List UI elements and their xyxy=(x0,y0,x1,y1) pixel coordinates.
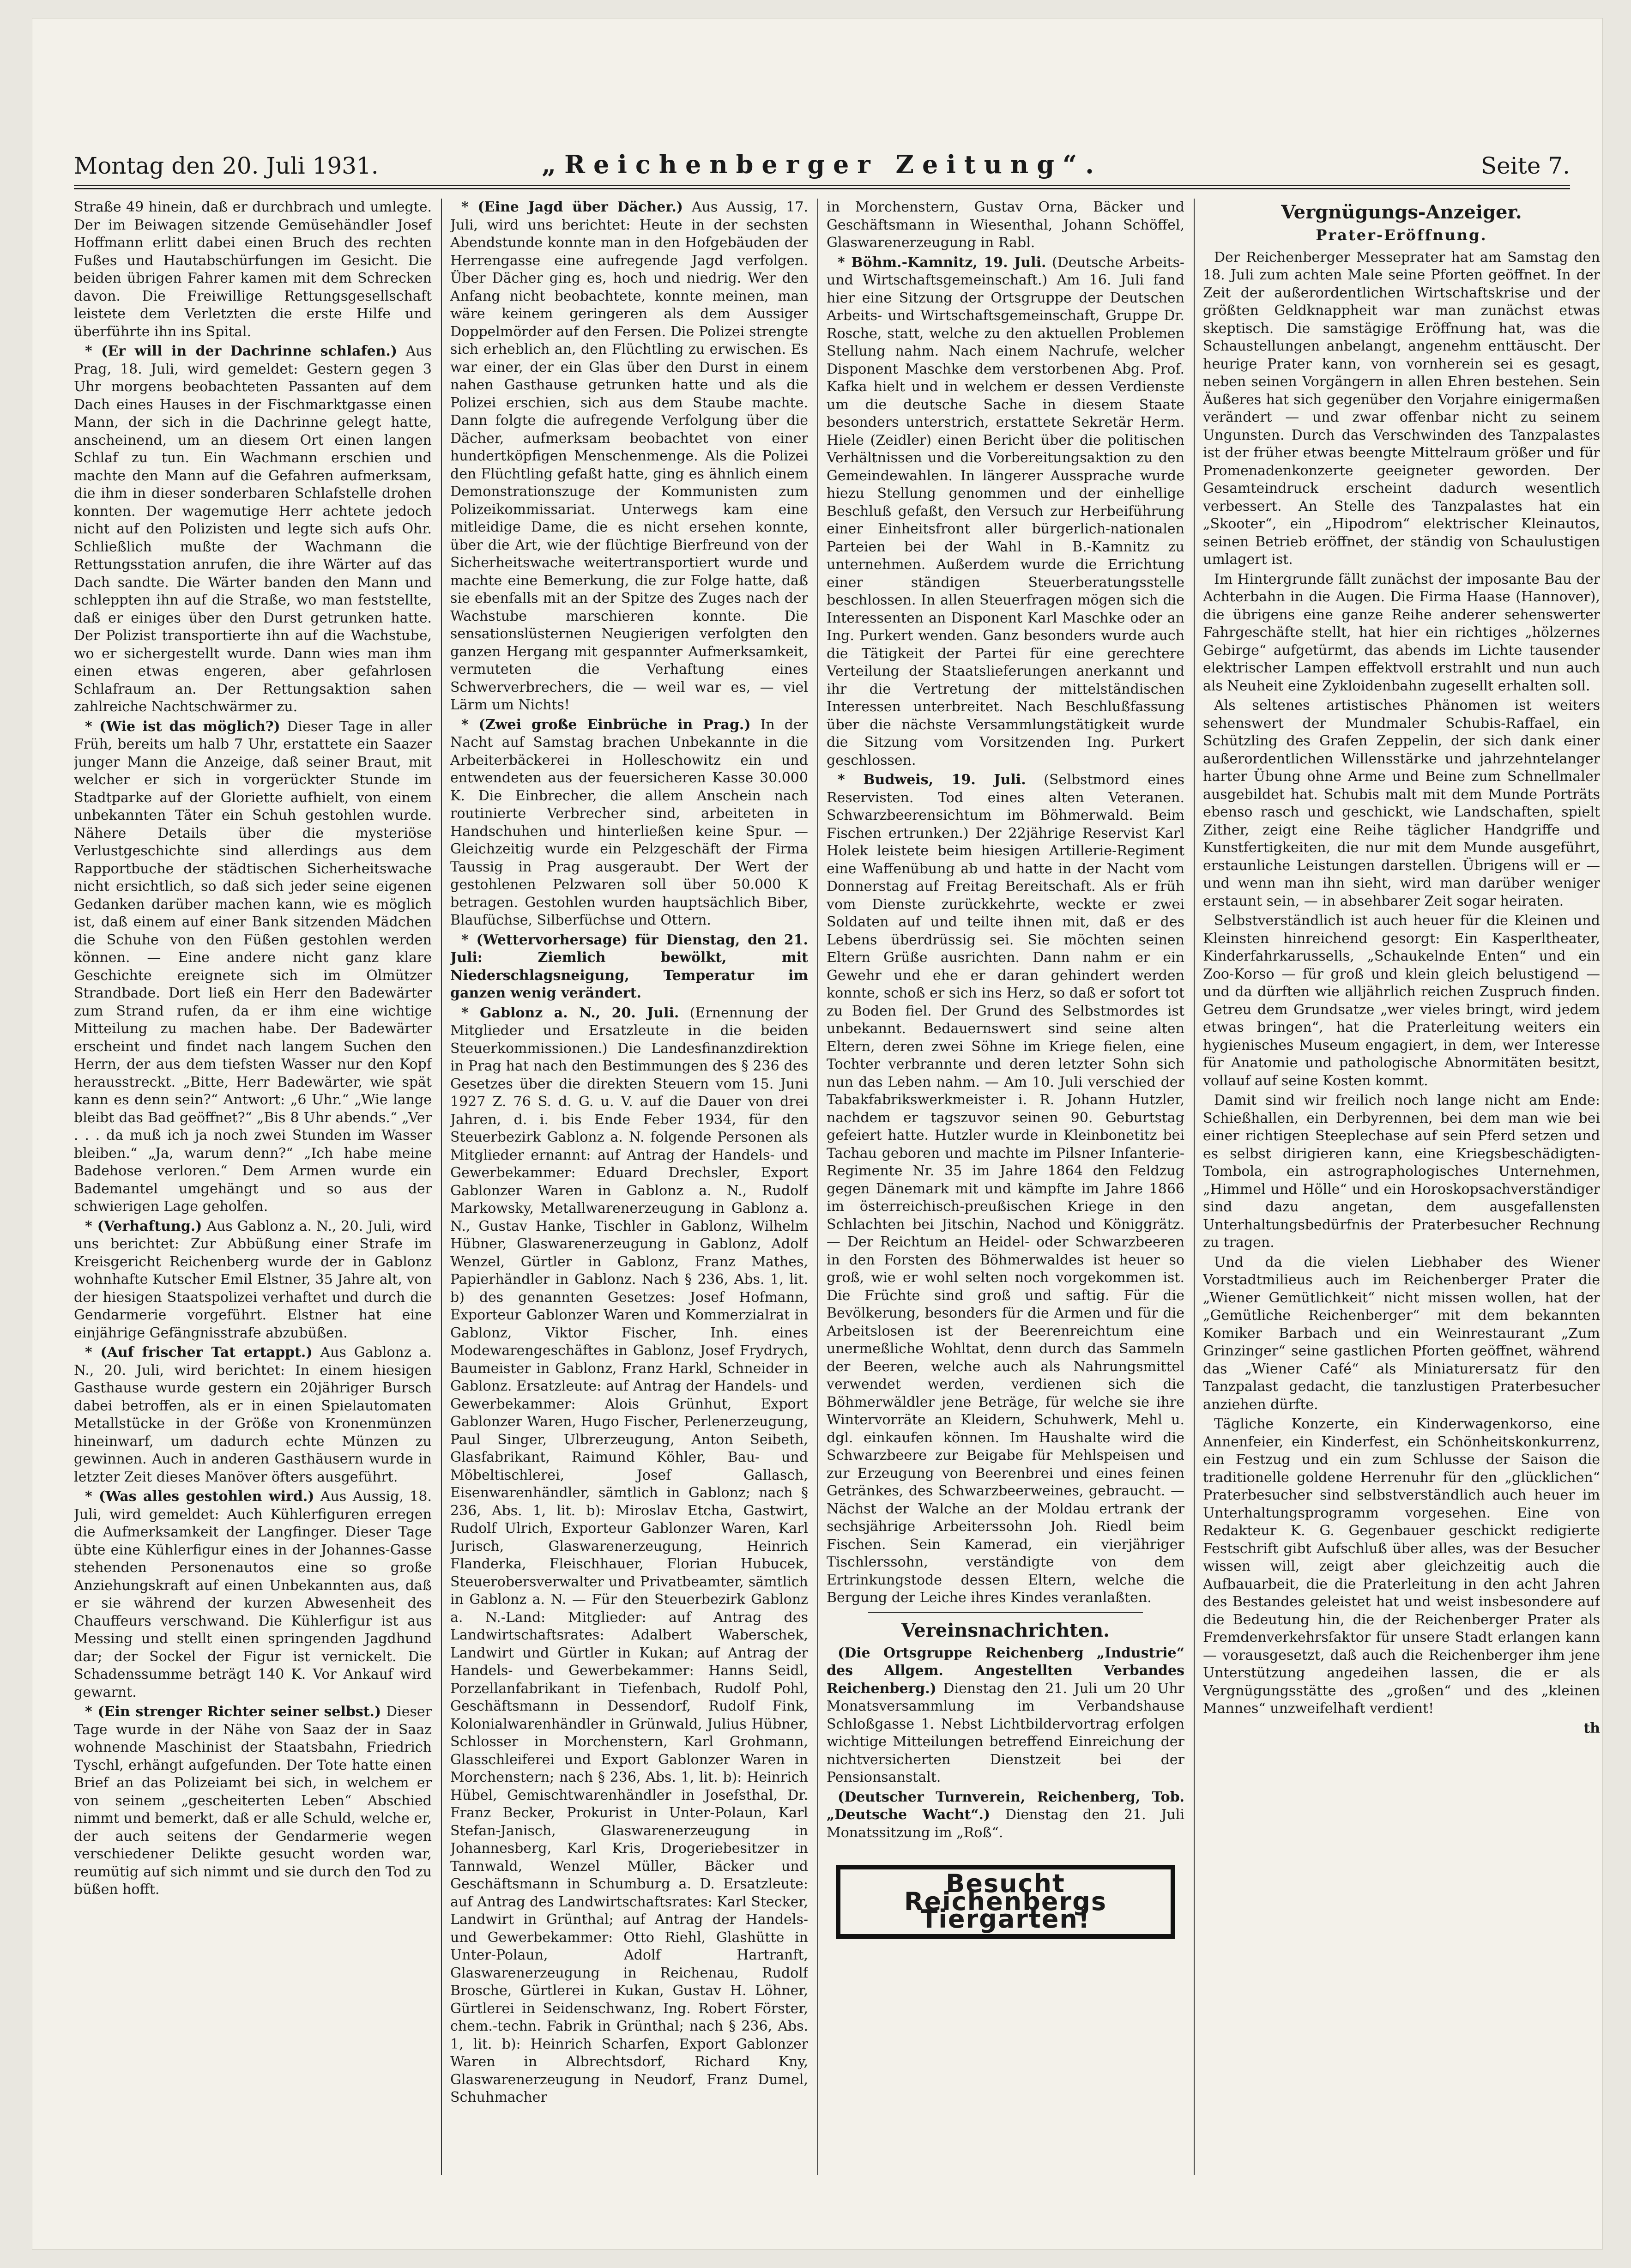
article-body: (Ernennung der Mitglieder und Ersatzleute in die beiden Steuerkommissionen.) Die Landesfinanzdirektion in Prag hat nach den Bestimmungen des § 236 des Gesetzes über die direkten Steuern vom 15. Juni 1927 Z. 76 S. d. G. u. V. auf die Dauer von drei Jahren, d. i. bis Ende Feber 1934, für den Steuerbezirk Gablonz a. N. folgende Personen als Mitglieder ernannt: auf Antrag der Handels- und Gewerbekammer: Eduard Drechsler, Export Gablonzer Waren in Gablonz a. N., Rudolf Markowsky, Metallwarenerzeugung in Gablonz a. N., Gustav Hanke, Tischler in Gablonz, Wilhelm Hübner, Glaswarenerzeugung in Gablonz, Adolf Wenzel, Gürtler in Gablonz, Franz Mathes, Papierhändler in Gablonz. Nach § 236, Abs. 1, lit. b) des genannten Gesetzes: Josef Hofmann, Exporteur Gablonzer Waren und Kommerzialrat in Gablonz, Viktor Fischer, Inh. eines Modewarengeschäftes in Gablonz, Josef Frydrych, Baumeister in Gablonz, Franz Harkl, Schneider in Gablonz. Ersatzleute: auf Antrag der Handels- und Gewerbekammer: Alois Grünhut, Export Gablonzer Waren, Hugo Fischer, Perlenerzeugung, Paul Singer, Ulbrerzeugung, Anton Seibeth, Glasfabrikant, Raimund Köhler, Bau- und Möbeltischlerei, Josef Gallasch, Eisenwarenhändler, sämtlich in Gablonz; nach § 236, Abs. 1, lit. b): Miroslav Etcha, Gastwirt, Rudolf Ulrich, Exporteur Gablonzer Waren, Karl Jurisch, Glaswarenerzeugung, Heinrich Flanderka, Fleischhauer, Florian Hubucek, Steuerobersverwalter und Privatbeamter, sämtlich in Gablonz a. N. — Für den Steuerbezirk Gablonz a. N.-Land: Mitglieder: auf Antrag des Landwirtschaftsrates: Adalbert Waberschek, Landwirt und Gürtler in Kukan; auf Antrag der Handels- und Gewerbekammer: Hanns Seidl, Porzellanfabrikant in Tiefenbach, Rudolf Pohl, Geschäftsmann in Dessendorf, Rudolf Fink, Kolonialwarenhändler in Grünwald, Julius Hübner, Schlosser in Morchenstern, Karl Grohmann, Glasschleiferei und Export Gablonzer Waren in Morchenstern; nach § 236, Abs. 1, lit. b): Heinrich Hübel, Gemischtwarenhändler in Josefsthal, Dr. Franz Becker, Prokurist in Unter-Polaun, Karl Stefan-Janisch, Glaswarenerzeugung in Johannesberg, Karl Kris, Drogeriebesitzer in Tannwald, Wenzel Müller, Bäcker und Geschäftsmann in Schumburg a. D. Ersatzleute: auf Antrag des Landwirtschaftsrates: Karl Stecker, Landwirt in Grünthal; auf Antrag der Handels- und Gewerbekammer: Otto Riehl, Glashütte in Unter-Polaun, Adolf Hartranft, Glaswarenerzeugung in Reichenau, Rudolf Brosche, Gürtlerei in Kukan, Gustav H. Löhner, Gürtlerei in Seidenschwanz, Ing. Robert Förster, chem.-techn. Fabrik in Grünthal; nach § 236, Abs. 1, lit. b): Heinrich Scharfen, Export Gablonzer Waren in Albrechtsdorf, Richard Kny, Glaswarenerzeugung in Neudorf, Franz Dumel, Schuhmacher xyxy=(450,1004,808,2105)
article-wetter xyxy=(450,931,808,1003)
article-turnverein xyxy=(827,1789,1184,1842)
article-body: Der Reichenberger Messeprater hat am Samstag den 18. Juli zum achten Male seine Pforten geöffnet. In der Zeit der außerordentlichen Wirtschaftskrise und der größten Geldknappheit war man zunächst etwas skeptisch. Die samstägige Eröffnung hat, was die Schaustellungen anbelangt, angenehm enttäuscht. Der heurige Prater kann, von vornherein sei es gesagt, neben seinen Vorgängern in allen Ehren bestehen. Sein Äußeres hat sich gegenüber den Vorjahre einigermaßen verändert — und zwar offenbar nicht zu seinem Ungunsten. Durch das Verschwinden des Tanzpalastes ist der früher etwas beengte Mittelraum größer und für Promenadenkonzerte geeigneter geworden. Der Gesamteindruck erscheint dadurch wesentlich verbessert. An Stelle des Tanzpalastes hat ein „Skooter“, ein „Hipodrom“ elektrischer Kleinautos, seinen Betrieb eröffnet, der ständig von Schaulustigen umlagert ist. xyxy=(1203,249,1600,568)
newspaper-title: „Reichenberger Zeitung“. xyxy=(542,150,1102,179)
article-dachrinne xyxy=(74,343,432,716)
author-signature: th xyxy=(1583,1720,1600,1736)
column-divider xyxy=(441,199,442,2175)
article-headline: * Budweis, 19. Juli. xyxy=(838,772,1026,788)
article-body: Dienstag den 21. Juli um 20 Uhr Monatsversammlung im Verbandshause Schloßgasse 1. Nebst Lichtbildervortrag erfolgen wichtige Mitteilungen betreffend Einreichung der nichtversicherten Dienstzeit bei der Pensionsanstalt. xyxy=(827,1680,1184,1785)
article-steuerkommission xyxy=(450,1004,808,2107)
article-headline: * (Ein strenger Richter seiner selbst.) xyxy=(85,1704,381,1720)
column-1 xyxy=(74,199,432,2175)
article-headline: * Gablonz a. N., 20. Juli. xyxy=(461,1004,679,1021)
article-budweis xyxy=(827,771,1184,1607)
article-body: In der Nacht auf Samstag brachen Unbekannte in die Arbeiterbäckerei in Holleschowitz ein und entwendeten aus der feuersicheren Kasse 30.000 K. Die Einbrecher, die allem Anschein nach routinierte Verbrecher sind, arbeiteten in Handschuhen und hinterließen keine Spur. — Gleichzeitig wurde ein Pelzgeschäft der Firma Taussig in Prag ausgeraubt. Der Wert der gestohlenen Pelzwaren soll über 50.000 K betragen. Gestohlen wurden hauptsächlich Biber, Blaufüchse, Silberfüchse und Ottern. xyxy=(450,716,808,928)
article-body: Aus Gablonz a. N., 20. Juli, wird berichtet: In einem hiesigen Gasthause wurde gestern ein 20jähriger Bursch dabei betroffen, als er in einen Spielautomaten Metallstücke in der Größe von Kronenmünzen hineinwarf, um dadurch echte Münzen zu gewinnen. Auch in anderen Gasthäusern wurde in letzter Zeit dieses Manöver öfters ausgeführt. xyxy=(74,1344,432,1485)
article-body: Dieser Tage wurde in der Nähe von Saaz der in Saaz wohnende Maschinist der Staatsbahn, Friedrich Tyschl, erhängt aufgefunden. Der Tote hatte einen Brief an das Polizeiamt bei sich, in welchem er von seinem „gescheiterten Leben“ Abschied nimmt und bemerkt, daß er alle Schuld, welche er, der auch seitens der Gendarmerie wegen verschiedener Delikte gesucht worden war, reumütig auf sich nimmt und sie durch den Tod zu büßen hofft. xyxy=(74,1704,432,1898)
article-body: für Dienstag, den 21. Juli: Ziemlich bewölkt, mit Niederschlagsneigung, Temperatur im ganzen wenig verändert. xyxy=(450,931,808,1001)
article-headline: (Deutscher Turnverein, Reichenberg, Tob. „Deutsche Wacht“.) xyxy=(827,1789,1184,1823)
article-continued-text: in Morchenstern, Gustav Orna, Bäcker und Geschäftsmann in Wiesenthal, Johann Schöffel, Glaswarenerzeugung in Rabl. xyxy=(827,199,1184,251)
column-2 xyxy=(450,199,808,2175)
article-body: Und da die vielen Liebhaber des Wiener Vorstadtmilieus auch im Reichenberger Prater die „Wiener Gemütlichkeit“ nicht missen wollen, hat der „Gemütliche Reichenberger“ mit dem bekannten Komiker Barbach und ein Weinrestaurant „Zum Grinzinger“ seine gastlichen Pforten geöffnet, während das „Wiener Café“ als Miniaturersatz für den Tanzpalast gedacht, die tanzlustigen Praterbesucher anziehen dürfte. xyxy=(1203,1254,1600,1413)
section-title-vergnuegungs-anzeiger: Vergnügungs-Anzeiger. xyxy=(1281,201,1522,223)
issue-date: Montag den 20. Juli 1931. xyxy=(74,152,379,179)
masthead xyxy=(74,143,1570,189)
column-divider xyxy=(817,199,818,2175)
article-body: Aus Aussig, 18. Juli, wird gemeldet: Auch Kühlerfiguren erregen die Aufmerksamkeit der Langfinger. Dieser Tage übte eine Kühlerfigur eines in der Johannes-Gasse stehenden Personenautos eine so große Anziehungskraft auf einen Unbekannten aus, daß er sie während der kurzen Abwesenheit des Chauffeurs verschwand. Die Kühlerfigur ist aus Messing und stellt einen springenden Jagdhund dar; der Sockel der Figur ist vernickelt. Die Schadenssumme beträgt 140 K. Vor Ankauf wird gewarnt. xyxy=(74,1488,432,1700)
article-frischer-tat xyxy=(74,1344,432,1486)
article-boehm-kamnitz xyxy=(827,254,1184,770)
article-columns xyxy=(74,199,1600,2175)
article-headline: * (Eine Jagd über Dächer.) xyxy=(461,199,683,215)
article-headline: * Böhm.-Kamnitz, 19. Juli. xyxy=(838,254,1046,271)
article-body: Aus Prag, 18. Juli, wird gemeldet: Gestern gegen 3 Uhr morgens beobachteten Passanten auf dem Dach eines Hauses in der Fischmarktgasse einen Mann, der sich in die Dachrinne gelegt hatte, anscheinend, um an diesem Ort einen langen Schlaf zu tun. Ein Wachmann erschien und machte den Mann auf die Gefahren aufmerksam, die ihm in dieser sonderbaren Schlafstelle drohen konnten. Der wagemutige Herr achtete jedoch nicht auf den Polizisten und legte sich aufs Ohr. Schließlich mußte der Wachmann die Rettungsstation anrufen, die ihre Wärter auf das Dach sandte. Die Wärter banden den Mann und schleppten ihn auf die Straße, wo man feststellte, daß er einiges über den Durst getrunken hatte. Der Polizist transportierte ihn auf die Wachstube, wo er sichergestellt wurde. Dann wies man ihm einen etwas engeren, aber gefahrlosen Schlafraum an. Der Rettungsaktion sahen zahlreiche Nachtschwärmer zu. xyxy=(74,343,432,715)
article-body: Aus Aussig, 17. Juli, wird uns berichtet: Heute in der sechsten Abendstunde konnte man in den Hofgebäuden der Herrengasse eine aufregende Jagd verfolgen. Über Dächer ging es, hoch und niedrig. Wer den Anfang nicht beobachtete, konnte meinen, man wäre keinem geringeren als dem Aussiger Doppelmörder auf den Fersen. Die Polizei strengte sich erheblich an, den Flüchtling zu erwischen. Es war einer, der ein Glas über den Durst in einem nahen Gasthause getrunken hatte und als die Polizei erschien, sich aus dem Staube machte. Dann folgte die aufregende Verfolgung über die Dächer, aufmerksam beobachtet von einer hundertköpfigen Menschenmenge. Als die Polizei den Flüchtling gefaßt hatte, ging es ähnlich einem Demonstrationszuge der Kommunisten zum Polizeikommissariat. Unterwegs kam eine mitleidige Dame, die es nicht ersehen konnte, über die Art, wie der flüchtige Bierfreund von der Sicherheitswache weitertransportiert wurde und machte eine Bemerkung, die zur Folge hatte, daß sie ebenfalls mit an der Spitze des Zuges nach der Wachstube marschieren konnte. Die sensationslüsternen Neugierigen verfolgten den ganzen Hergang mit gespannter Aufmerksamkeit, vermuteten die Verhaftung eines Schwerverbrechers, die — weil war es, — viel Lärm um Nichts! xyxy=(450,199,808,713)
article-headline: * (Wettervorhersage) xyxy=(461,931,628,948)
article-continued-text: Straße 49 hinein, daß er durchbrach und umlegte. Der im Beiwagen sitzende Gemüsehändler Josef Hoffmann erlitt dabei einen Bruch des rechten Fußes und Hautabschürfungen im Gesicht. Die beiden übrigen Fahrer kamen mit dem Schrecken davon. Die Freiwillige Rettungsgesellschaft leistete dem Verletzten die erste Hilfe und überführte ihn ins Spital. xyxy=(74,199,432,340)
article-wie-moeglich xyxy=(74,718,432,1216)
article-body: Dienstag den 21. Juli Monatssitzung im „Roß“. xyxy=(827,1807,1184,1841)
column-4 xyxy=(1203,199,1600,2175)
article-gestohlen xyxy=(74,1488,432,1701)
article-headline: * (Wie ist das möglich?) xyxy=(85,718,280,735)
article-headline: * (Auf frischer Tat ertappt.) xyxy=(85,1344,313,1361)
article-verhaftung xyxy=(74,1218,432,1343)
article-jagd-daecher xyxy=(450,199,808,714)
article-body: Aus Gablonz a. N., 20. Juli, wird uns berichtet: Zur Abbüßung einer Strafe im Kreisgericht Reichenberg wurde der in Gablonz wohnhafte Kutscher Emil Elstner, 35 Jahre alt, von der hiesigen Staatspolizei verhaftet und durch die Gendarmerie vorgeführt. Elstner hat eine einjährige Gefängnisstrafe abzubüßen. xyxy=(74,1218,432,1341)
article-body: (Deutsche Arbeits- und Wirtschaftsgemeinschaft.) Am 16. Juli fand hier eine Sitzung der Ortsgruppe der Deutschen Arbeits- und Wirtschaftsgemeinschaft, Gruppe Dr. Rosche, statt, welche zu den aktuellen Problemen Stellung nahm. Nach einem Nachrufe, welcher Disponent Maschke dem verstorbenen Abg. Prof. Kafka hielt und in welchem er dessen Verdienste um die deutsche Sache in diesem Staate besonders unterstrich, erstattete Sekretär Herm. Hiele (Zeidler) einen Bericht über die politischen Verhältnissen und die Vorbereitungsaktion zu den Gemeindewahlen. In längerer Aussprache wurde hiezu Stellung genommen und der einhellige Beschluß gefaßt, den Versuch zur Herbeiführung einer Einheitsfront aller bürgerlich-nationalen Parteien bei der Wahl in B.-Kamnitz zu unternehmen. Außerdem wurde die Errichtung einer ständigen Steuerberatungsstelle beschlossen. In allen Steuerfragen mögen sich die Interessenten an Disponent Karl Maschke oder an Ing. Purkert wenden. Ganz besonders wurde auch die Tätigkeit der Partei für eine gerechtere Verteilung der Staatslieferungen anerkannt und ihr die Vertretung der mittelständischen Interessen unterbreitet. Nach Beschlußfassung über die nächste Versammlungstätigkeit wurde die Sitzung vom Vorsitzenden Ing. Purkert geschlossen. xyxy=(827,254,1184,768)
column-3 xyxy=(827,199,1184,2175)
column-divider xyxy=(1194,199,1195,2175)
article-body: Selbstverständlich ist auch heuer für die Kleinen und Kleinsten hinreichend gesorgt: Ein Kasperltheater, Kinderfahrkarussells, „Schaukelnde Enten“ und ein Zoo-Korso — für groß und klein gleich belustigend — und da dürften wie alljährlich reichen Zuspruch finden. Getreu dem Grundsatze „wer vieles bringt, wird jedem etwas bringen“, hat die Praterleitung weiters ein hygienisches Museum engagiert, in dem, wer Interesse für Anatomie und pathologische Abnormitäten besitzt, vollauf auf seine Kosten kommt. xyxy=(1203,913,1600,1089)
article-body: Dieser Tage in aller Früh, bereits um halb 7 Uhr, erstattete ein Saazer junger Mann die Anzeige, daß seiner Braut, mit welcher er sich in vorgerückter Stunde im Stadtparke auf der Gloriette aufhielt, von einem unbekannten Täter ein Schuh gestohlen wurde. Nähere Details über die mysteriöse Verlustgeschichte sind allerdings aus dem Rapportbuche der städtischen Sicherheitswache nicht ersichtlich, so daß sich jeder seine eigenen Gedanken darüber machen kann, wie es möglich ist, daß einem auf einer Bank sitzenden Mädchen die Schuhe von den Füßen gestohlen werden können. — Eine andere nicht ganz klare Geschichte ereignete sich im Olmützer Strandbade. Dort ließ ein Herr den Badewärter zum Strand rufen, da er ihm eine wichtige Mitteilung zu machen habe. Der Badewärter erscheint und findet nach langem Suchen den Herrn, der aus dem tiefsten Wasser nur den Kopf herausstreckt. „Bitte, Herr Badewärter, wie spät kann es denn sein?“ Antwort: „6 Uhr.“ „Wie lange bleibt das Bad geöffnet?“ „Bis 8 Uhr abends.“ „Ver . . . da muß ich ja noch zwei Stunden im Wasser bleiben.“ „Ja, warum denn?“ „Ich habe meine Badehose verloren.“ Dem Armen wurde ein Bademantel umgehängt und so aus der schwierigen Lage geholfen. xyxy=(74,718,432,1215)
article-headline: (Die Ortsgruppe Reichenberg „Industrie“ des Allgem. Angestellten Verbandes Reichenberg.) xyxy=(827,1645,1184,1697)
page-number: Seite 7. xyxy=(1480,152,1570,179)
article-headline: * (Zwei große Einbrüche in Prag.) xyxy=(461,716,751,733)
article-body: (Selbstmord eines Reservisten. Tod eines alten Veteranen. Schwarzbeerensichtum im Böhmerwald. Beim Fischen ertrunken.) Der 22jährige Reservist Karl Holek leistete beim hiesigen Artillerie-Regiment eine Waffenübung ab und hatte in der Nacht vom Donnerstag auf Freitag Bereitschaft. Als er früh vom Dienste zurückkehrte, weckte er zwei Soldaten auf und teilte ihnen mit, daß er des Lebens überdrüssig sei. Sie möchten seinen Eltern Grüße ausrichten. Dann nahm er ein Gewehr und ehe er daran gehindert werden konnte, schoß er sich ins Herz, so daß er sofort tot zu Boden fiel. Der Grund des Selbstmordes ist unbekannt. Bedauernswert sind seine alten Eltern, deren zwei Söhne im Kriege fielen, eine Tochter verbrannte und deren letzter Sohn sich nun das Leben nahm. — Am 10. Juli verschied der Tabakfabrikswerkmeister i. R. Johann Hutzler, nachdem er tagszuvor seinen 90. Geburtstag gefeiert hatte. Hutzler wurde in Kleinbonetitz bei Tachau geboren und machte im Pilsner Infanterie-Regimente Nr. 35 im Jahre 1864 den Feldzug gegen Dänemark mit und kämpfte im Jahre 1866 im österreichisch-preußischen Kriege in den Schlachten bei Jitschin, Nachod und Königgrätz. — Der Reichtum an Heidel- oder Schwarzbeeren in den Forsten des Böhmerwaldes ist heuer so groß, wie er wohl selten noch vorgekommen ist. Die Früchte sind groß und saftig. Für die Bevölkerung, besonders für die Armen und für die Arbeitslosen ist der Beerenreichtum eine unermeßliche Wohltat, denn durch das Sammeln der Beeren, welche auch als Nahrungsmittel verwendet werden, verdienen sich die Böhmerwäldler jene Beträge, für welche sie ihre Wintervorräte an Kleidern, Schuhwerk, Mehl u. dgl. einkaufen können. Im Haushalte wird die Schwarzbeere zur Beigabe für Mehlspeisen und zur Erzeugung von Beerenbrei und eines feinen Getränkes, des Schwarzbeerweines, gebraucht. — Nächst der Walche an der Moldau ertrank der sechsjährige Arbeiterssohn Joh. Riedl beim Fischen. Sein Kamerad, ein vierjähriger Tischlerssohn, verständigte von dem Ertrinkungstode dessen Eltern, welche die Bergung der Leiche ihres Kindes veranlaßten. xyxy=(827,772,1184,1606)
article-body: Tägliche Konzerte, ein Kinderwagenkorso, eine Annenfeier, ein Kinderfest, ein Schönheitskonkurrenz, ein Festzug und ein zum Schlusse der Saison die traditionelle goldene Herrenuhr für den „glücklichen“ Praterbesucher sind selbstverständlich auch heuer im Unterhaltungsprogramm vorgesehen. Eine von Redakteur K. G. Gegenbauer geschickt redigierte Festschrift gibt Aufschluß über alles, was der Besucher wissen will, zeigt aber gleichzeitig auch die Aufbauarbeit, die die Praterleitung in den acht Jahren des Bestandes geleistet hat und weist insbesondere auf die Bedeutung hin, die der Reichenberger Prater als Fremdenverkehrsfaktor für unsere Stadt erlangen kann — vorausgesetzt, daß auch die Reichenberger ihm jene Unterstützung angedeihen lassen, die er als Vergnügungsstätte des „großen“ und des „kleinen Mannes“ unzweifelhaft verdient! xyxy=(1203,1416,1600,1717)
article-richter xyxy=(74,1703,432,1899)
section-divider xyxy=(868,1612,1143,1613)
article-body: Damit sind wir freilich noch lange nicht am Ende: Schießhallen, ein Derbyrennen, bei dem man wie bei einer richtigen Steeplechase auf sein Pferd setzen und es selbst dirigieren kann, eine Kriegsbeschädigten-Tombola, ein astrographologisches Unternehmen, „Himmel und Hölle“ und ein Horoskopsachverständiger sind dazu angetan, dem ausgefallensten Unterhaltungsbedürfnis der Praterbesucher Rechnung zu tragen. xyxy=(1203,1092,1600,1251)
article-headline: * (Er will in der Dachrinne schlafen.) xyxy=(85,343,398,359)
section-title-vereinsnachrichten: Vereinsnachrichten. xyxy=(901,1619,1110,1641)
article-headline: * (Was alles gestohlen wird.) xyxy=(85,1488,314,1505)
article-body: Im Hintergrunde fällt zunächst der imposante Bau der Achterbahn in die Augen. Die Firma Haase (Hannover), die übrigens eine ganze Reihe anderer sehenswerter Fahrgeschäfte stellt, hat hier ein richtiges „hölzernes Gebirge“ aufgetürmt, das abends im Lichte tausender elektrischer Lampen effektvoll erstrahlt und nun auch als Neuheit eine Zykloidenbahn zugesellt erhalten soll. xyxy=(1203,571,1600,694)
article-industrie xyxy=(827,1645,1184,1787)
newspaper-page xyxy=(32,18,1602,2249)
tiergarten-advertisement: Besucht Reichenbergs Tiergarten! xyxy=(836,1865,1175,1939)
article-headline: Prater-Eröffnung. xyxy=(1316,226,1487,244)
article-einbrueche-prag xyxy=(450,716,808,930)
article-headline: * (Verhaftung.) xyxy=(85,1218,202,1234)
article-body: Als seltenes artistisches Phänomen ist weiters sehenswert der Mundmaler Schubis-Raffael, ein Schützling des Grafen Zeppelin, der sich dank einer außerordentlichen Willensstärke und jahrzehntelanger harter Übung ohne Arme und Beine zum Schnellmaler ausgebildet hat. Schubis malt mit dem Munde Porträts ebenso rasch und geschickt, wie Landschaften, spielt Zither, zeigt eine Reihe täglicher Handgriffe und Kunstfertigkeiten, die nur mit dem Munde ausgeführt, erstaunliche Leistungen darstellen. Übrigens will er — und wenn man ihn sieht, wird man darüber weniger erstaunt sein, — in absehbarer Zeit sogar heiraten. xyxy=(1203,697,1600,909)
